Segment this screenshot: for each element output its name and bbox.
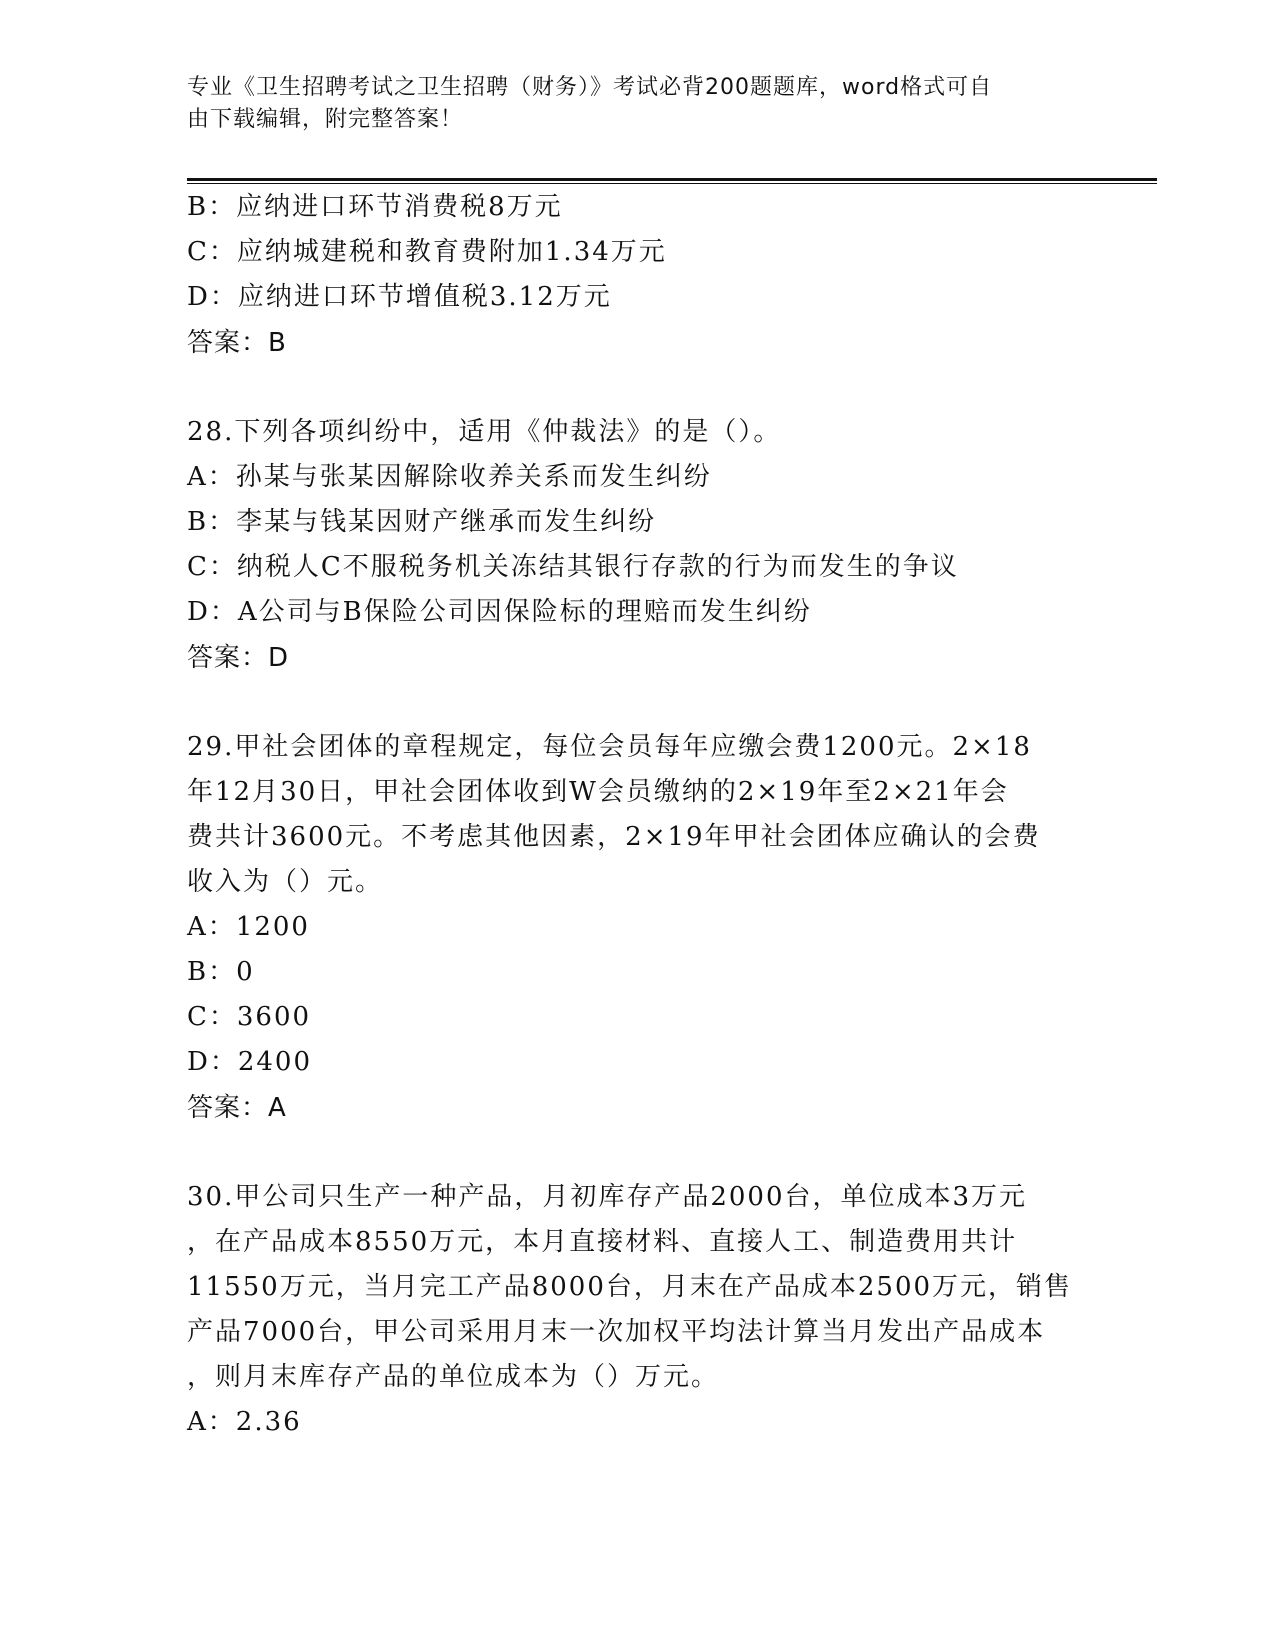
q30-question-line-4: 产品7000台，甲公司采用月末一次加权平均法计算当月发出产品成本 [187,1317,1046,1347]
q30-question-line-2: ，在产品成本8550万元，本月直接材料、直接人工、制造费用共计 [187,1227,1018,1257]
q28-answer: 答案：D [187,643,290,673]
q29-question-line-1: 29.甲社会团体的章程规定，每位会员每年应缴会费1200元。2×18 [187,732,1032,762]
header-line-1: 专业《卫生招聘考试之卫生招聘（财务）》考试必背200题题库，word格式可自 [187,75,993,100]
q29-option-b: B：0 [187,957,255,987]
q28-option-b: B：李某与钱某因财产继承而发生纠纷 [187,507,657,537]
q28-option-d: D：A公司与B保险公司因保险标的理赔而发生纠纷 [187,597,812,627]
header-divider-thick [187,178,1157,181]
q30-option-a: A：2.36 [187,1407,302,1437]
q30-question-line-5: ，则月末库存产品的单位成本为（）万元。 [187,1362,720,1392]
q27-option-d: D：应纳进口环节增值税3.12万元 [187,282,612,312]
q28-option-c: C：纳税人C不服税务机关冻结其银行存款的行为而发生的争议 [187,552,959,582]
q28-question: 28.下列各项纠纷中，适用《仲裁法》的是（）。 [187,417,782,447]
q29-question-line-2: 年12月30日，甲社会团体收到W会员缴纳的2×19年至2×21年会 [187,777,1009,807]
document-header [187,72,1087,136]
q27-answer: 答案：B [187,328,287,358]
q30-question-line-3: 11550万元，当月完工产品8000台，月末在产品成本2500万元，销售 [187,1272,1073,1302]
q27-option-b: B：应纳进口环节消费税8万元 [187,192,563,222]
q29-question-line-4: 收入为（）元。 [187,867,384,897]
q28-option-a: A：孙某与张某因解除收养关系而发生纠纷 [187,462,712,492]
header-divider-thin [187,183,1157,184]
q29-option-d: D：2400 [187,1047,313,1077]
header-line-2: 由下载编辑，附完整答案！ [187,107,464,132]
q27-option-c: C：应纳城建税和教育费附加1.34万元 [187,237,667,267]
q30-question-line-1: 30.甲公司只生产一种产品，月初库存产品2000台，单位成本3万元 [187,1182,1028,1212]
q29-answer: 答案：A [187,1093,287,1123]
q29-option-c: C：3600 [187,1002,312,1032]
q29-question-line-3: 费共计3600元。不考虑其他因素，2×19年甲社会团体应确认的会费 [187,822,1041,852]
q29-option-a: A：1200 [187,912,310,942]
